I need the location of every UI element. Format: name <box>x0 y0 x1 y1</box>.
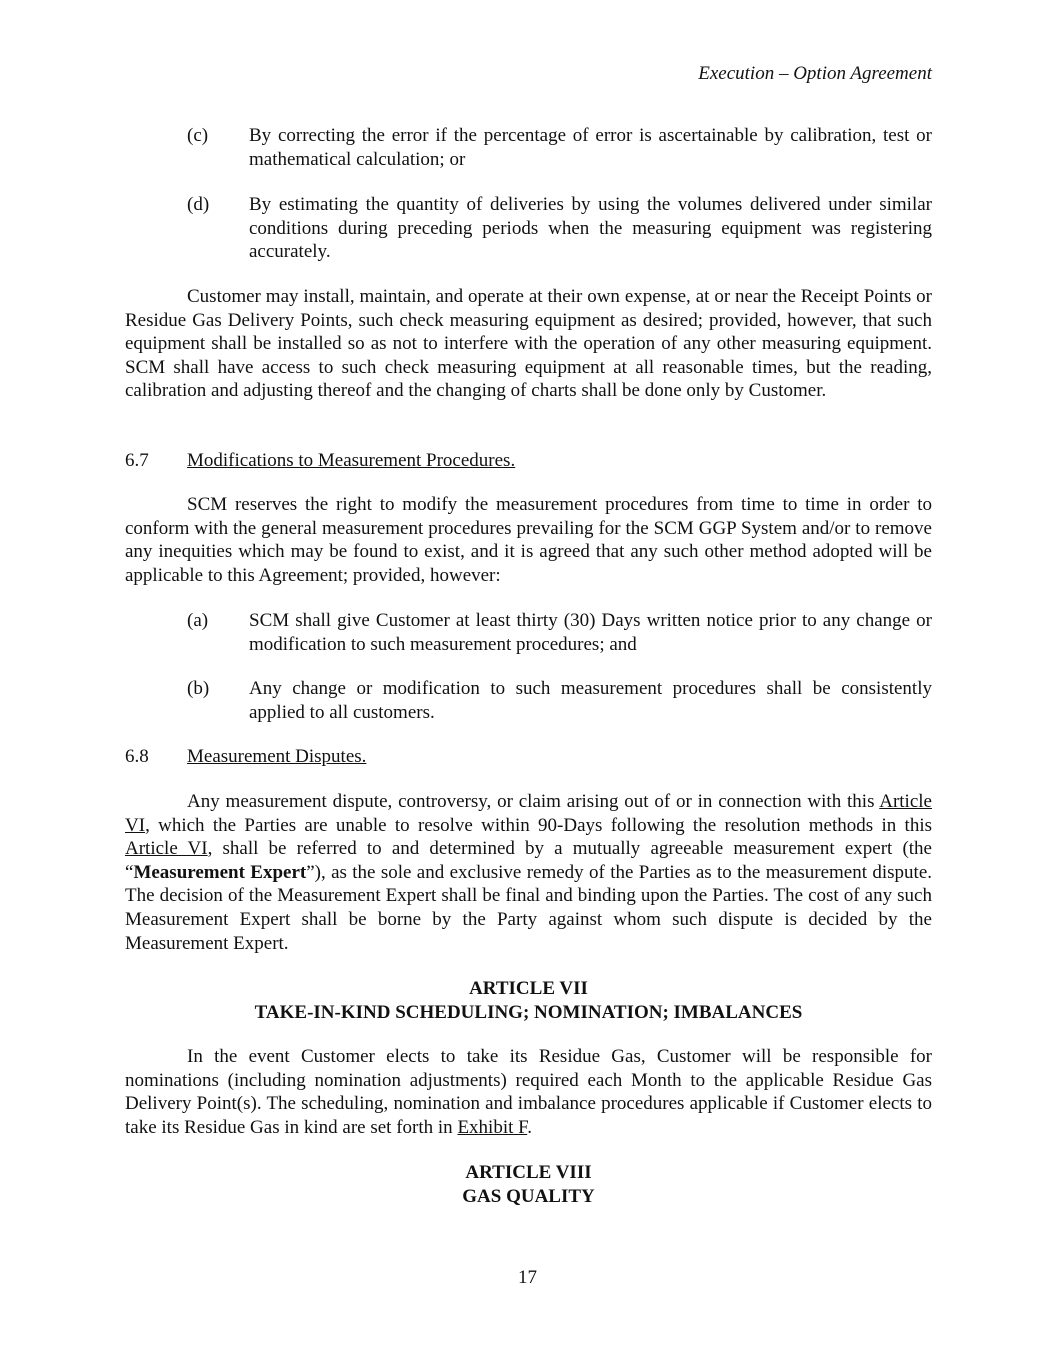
article-vii-heading <box>125 977 932 1024</box>
list-item-text: SCM shall give Customer at least thirty (30) Days written notice prior to any change or modification to such measurement procedures; and <box>249 610 932 655</box>
list-item-label: (d) <box>187 194 210 215</box>
list-item-b <box>125 677 932 724</box>
running-header: Execution – Option Agreement <box>698 63 932 84</box>
section-heading-6-8 <box>125 745 366 769</box>
list-item-label: (c) <box>187 125 209 146</box>
list-item-label: (a) <box>187 610 209 631</box>
section-title: Modifications to Measurement Procedures. <box>187 450 516 471</box>
article-title: GAS QUALITY <box>462 1185 595 1207</box>
article-vi-reference: Article VI <box>125 791 932 836</box>
paragraph-take-in-kind: In the event Customer elects to take its Residue Gas, Customer will be responsible for nominations (including nomination adjustments) required each Month to the applicable Residue Gas Delivery Point(s). The scheduling, nomination and imbalance procedures applicable if Customer elects to take its Residue Gas in kind are set forth in Exhibit F. <box>125 1046 932 1138</box>
list-item-d <box>125 193 932 264</box>
section-number: 6.8 <box>125 746 149 767</box>
paragraph-scm-reserves: SCM reserves the right to modify the measurement procedures from time to time in order to conform with the general measurement procedures prevailing for the SCM GGP System and/or to remove any inequities which may be found to exist, and it is agreed that any such other method adopted will be applicable to this Agreement; provided, however: <box>125 494 932 586</box>
list-item-c <box>125 124 932 171</box>
article-title: TAKE-IN-KIND SCHEDULING; NOMINATION; IMBALANCES <box>254 1001 803 1023</box>
section-number: 6.7 <box>125 450 149 471</box>
list-item-label: (b) <box>187 678 210 699</box>
section-title: Measurement Disputes. <box>187 746 367 767</box>
list-item-a <box>125 609 932 656</box>
list-item-text: Any change or modification to such measurement procedures shall be consistently applied to all customers. <box>249 678 932 723</box>
defined-term: Measurement Expert <box>133 861 307 883</box>
article-number: ARTICLE VII <box>469 978 588 999</box>
article-number: ARTICLE VIII <box>465 1162 592 1183</box>
article-viii-heading <box>125 1161 932 1208</box>
article-vi-reference: Article VI <box>125 838 208 860</box>
exhibit-f-reference: Exhibit F <box>457 1116 528 1138</box>
section-heading-6-7 <box>125 449 515 473</box>
list-item-text: By estimating the quantity of deliveries by using the volumes delivered under similar conditions during preceding periods when the measuring equipment was registering accurately. <box>249 194 932 263</box>
paragraph-check-measuring: Customer may install, maintain, and operate at their own expense, at or near the Receipt Points or Residue Gas Delivery Points, such check measuring equipment as desired; provided, however, that such equipment shall be installed so as not to interfere with the operation of any other measuring equipment. SCM shall have access to such check measuring equipment at all reasonable times, but the reading, calibration and adjusting thereof and the changing of charts shall be done only by Customer. <box>125 286 932 402</box>
page-number: 17 <box>518 1267 537 1288</box>
list-item-text: By correcting the error if the percentage of error is ascertainable by calibration, test or mathematical calculation; or <box>249 125 932 170</box>
paragraph-measurement-dispute: Any measurement dispute, controversy, or claim arising out of or in connection with this Article VI, which the Parties are unable to resolve within 90-Days following the resolution methods in this Article VI, shall be referred to and determined by a mutually agreeable measurement expert (the “Measurement Expert”), as the sole and exclusive remedy of the Parties as to the measurement dispute. The decision of the Measurement Expert shall be final and binding upon the Parties. The cost of any such Measurement Expert shall be borne by the Party against whom such dispute is decided by the Measurement Expert. <box>125 791 932 954</box>
